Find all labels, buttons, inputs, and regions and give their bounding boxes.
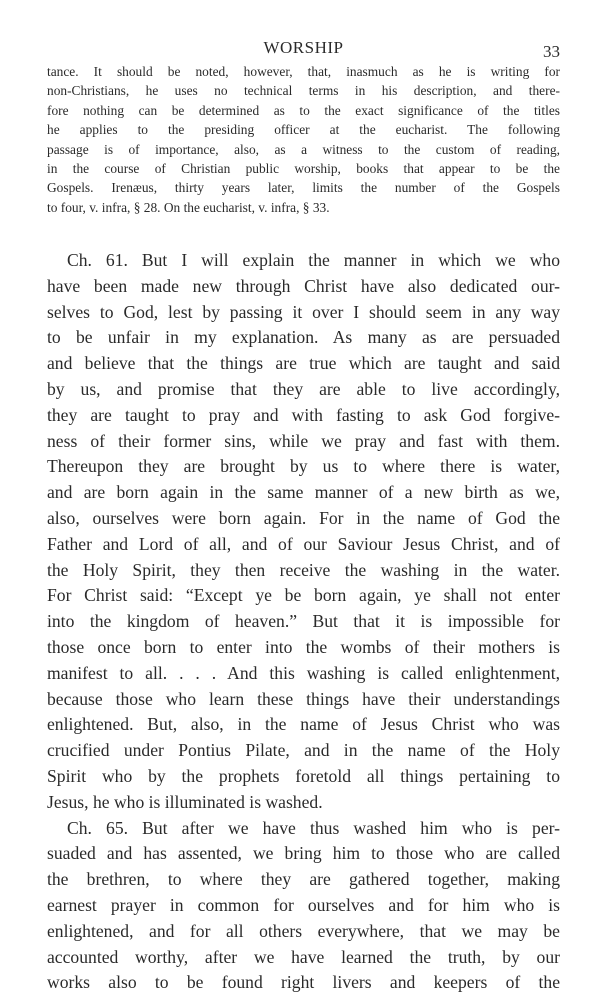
text-line: also, ourselves were born again. For in the name of God the <box>47 507 560 528</box>
note-line: passage is of importance, also, as a witness to the custom of reading, <box>47 141 560 157</box>
commentary-note <box>47 62 560 217</box>
text-line: the Holy Spirit, they then receive the washing in the water. <box>47 559 560 580</box>
text-line: and believe that the things are true which are taught and said <box>47 353 560 374</box>
text-line: works also to be found right livers and keepers of the <box>47 972 560 993</box>
text-line: accounted worthy, after we have learned the truth, by our <box>47 946 560 967</box>
paragraph <box>47 816 560 996</box>
text-line: ness of their former sins, while we pray and fast with them. <box>47 430 560 451</box>
text-line: they are taught to pray and with fasting to ask God forgive- <box>47 404 560 425</box>
main-text <box>47 248 560 996</box>
note-line: to four, v. infra, § 28. On the eucharist, v. infra, § 33. <box>47 199 330 215</box>
text-line: Thereupon they are brought by us to where there is water, <box>47 456 560 477</box>
page-header <box>47 38 560 62</box>
text-line: enlightened, and for all others everywhere, that we may be <box>47 920 560 941</box>
note-line: tance. It should be noted, however, that, inasmuch as he is writing for <box>47 64 560 79</box>
text-line: those once born to enter into the wombs of their mothers is <box>47 636 560 657</box>
text-line: For Christ said: “Except ye be born again, ye shall not enter <box>47 585 560 606</box>
text-line: earnest prayer in common for ourselves and for him who is <box>47 894 560 915</box>
text-line: selves to God, lest by passing it over I should seem in any way <box>47 301 560 322</box>
running-title: WORSHIP <box>263 38 344 57</box>
text-line: into the kingdom of heaven.” But that it is impossible for <box>47 611 560 632</box>
note-line: he applies to the presiding officer at the eucharist. The following <box>47 122 560 138</box>
paragraph <box>47 248 560 816</box>
text-line: Father and Lord of all, and of our Saviour Jesus Christ, and of <box>47 533 560 554</box>
text-line: manifest to all. . . . And this washing is called enlightenment, <box>47 662 560 683</box>
text-line: and are born again in the same manner of a new birth as we, <box>47 482 560 503</box>
text-line: by us, and promise that they are able to live accordingly, <box>47 378 560 399</box>
text-line: because those who learn these things have their understandings <box>47 688 560 709</box>
text-line: crucified under Pontius Pilate, and in the name of the Holy <box>47 740 560 761</box>
text-line: Ch. 65. But after we have thus washed him who is per- <box>67 817 560 838</box>
note-line: in the course of Christian public worship, books that appear to be the <box>47 161 560 177</box>
text-line: have been made new through Christ have also dedicated our- <box>47 275 560 296</box>
note-line: Gospels. Irenæus, thirty years later, limits the number of the Gospels <box>47 180 560 196</box>
text-line: Spirit who by the prophets foretold all things pertaining to <box>47 765 560 786</box>
text-line: to be unfair in my explanation. As many as are persuaded <box>47 327 560 348</box>
note-line: fore nothing can be determined as to the exact significance of the titles <box>47 102 560 118</box>
text-line: suaded and has assented, we bring him to those who are called <box>47 843 560 864</box>
note-line: non-Christians, he uses no technical terms in his description, and there- <box>47 83 560 99</box>
text-line: Jesus, he who is illuminated is washed. <box>47 791 323 812</box>
text-line: enlightened. But, also, in the name of Jesus Christ who was <box>47 714 560 735</box>
page-number: 33 <box>543 42 560 61</box>
text-line: the brethren, to where they are gathered together, making <box>47 869 560 890</box>
text-line: Ch. 61. But I will explain the manner in which we who <box>67 250 560 270</box>
